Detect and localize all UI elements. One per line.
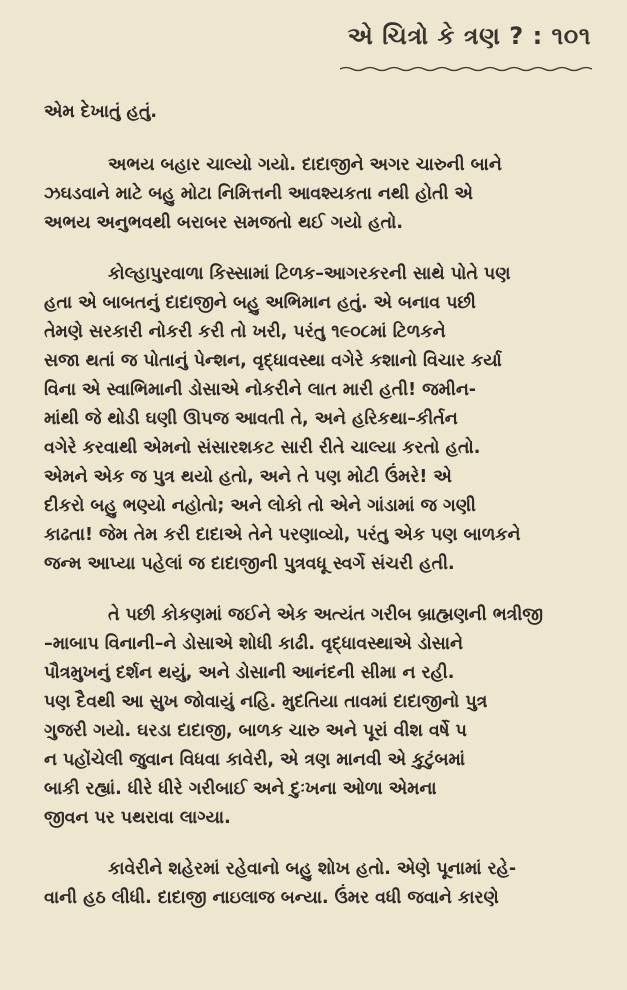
text-line: વાની હઠ લીધી. દાદાજી નાઇલાજ બન્યા. ઉંમર વધી જવાને કારણે <box>44 888 499 908</box>
paragraph <box>44 601 604 833</box>
text-line: કાવેરીને શહેરમાં રહેવાનો બહુ શોખ હતો. એણે પૂનામાં રહે- <box>108 859 517 879</box>
text-line: કાઢતા! જેમ તેમ કરી દાદાએ તેને પરણાવ્યો, પરંતુ એક પણ બાળકને <box>44 525 521 545</box>
text-line: બાકી રહ્યાં. ધીરે ધીરે ગરીબાઈ અને દુઃખના ઓળા એમના <box>44 779 437 799</box>
text-line: –માબાપ વિનાની–ને ડોસાએ શોધી કાઢી. વૃદ્ધાવસ્થાએ ડોસાને <box>44 634 463 654</box>
text-line: અભય બહાર ચાલ્યો ગયો. દાદાજીને અગર ચારુની બાને <box>108 155 502 175</box>
body-text <box>44 98 604 935</box>
text-line: દીકરો બહુ ભણ્યો નહોતો; અને લોકો તો એને ગાંડામાં જ ગણી <box>44 496 476 516</box>
text-line: તે પછી કોકણમાં જઈને એક અત્યંત ગરીબ બ્રાહ્મણની ભત્રીજી <box>108 605 543 625</box>
text-line: વિના એ સ્વાભિમાની ડોસાએ નોકરીને લાત મારી હતી! જમીન- <box>44 380 476 400</box>
text-line: તેમણે સરકારી નોકરી કરી તો ખરી, પરંતુ ૧૯૦૮માં ટિળકને <box>44 322 446 342</box>
text-line: એમને એક જ પુત્ર થયો હતો, અને તે પણ મોટી ઉંમરે! એ <box>44 467 452 487</box>
text-line: અભય અનુભવથી બરાબર સમજતો થઈ ગયો હતો. <box>44 213 403 233</box>
text-line: કોલ્હાપુરવાળા કિસ્સામાં ટિળક–આગરકરની સાથે પોતે પણ <box>108 264 511 284</box>
text-line: જન્મ આપ્યા પહેલાં જ દાદાજીની પુત્રવધૂ સ્વર્ગે સંચરી હતી. <box>44 554 455 574</box>
text-line: ઝઘડવાને માટે બહુ મોટા નિમિત્તની આવશ્યકતા નથી હોતી એ <box>44 184 473 204</box>
text-line: માંથી જે થોડી ઘણી ઊપજ આવતી તે, અને હરિકથા–કીર્તન <box>44 409 458 429</box>
text-line: એમ દેખાતું હતું. <box>44 102 158 122</box>
text-line: પૌત્રમુખનું દર્શન થયું, અને ડોસાની આનંદની સીમા ન રહી. <box>44 663 455 683</box>
text-line: સજા થતાં જ પોતાનું પેન્શન, વૃદ્ધાવસ્થા વગેરે કશાનો વિચાર કર્યા <box>44 351 502 371</box>
text-line: પણ દૈવથી આ સુખ જોવાયું નહિ. મુદતિયા તાવમાં દાદાજીનો પુત્ર <box>44 692 488 712</box>
text-line: ગુજરી ગયો. ઘરડા દાદાજી, બાળક ચારુ અને પૂરાં વીશ વર્ષે પ <box>44 721 467 741</box>
text-line: હતા એ બાબતનું દાદાજીને બહુ અભિમાન હતું. એ બનાવ પછી <box>44 293 476 313</box>
paragraph <box>44 855 604 913</box>
paragraph <box>44 98 604 127</box>
text-line: જીવન પર પથરાવા લાગ્યા. <box>44 808 231 828</box>
paragraph <box>44 260 604 579</box>
text-line: વગેરે કરવાથી એમનો સંસારશકટ સારી રીતે ચાલ્યા કરતો હતો. <box>44 438 481 458</box>
header-underline <box>340 66 592 72</box>
text-line: ન પહોંચેલી જુવાન વિધવા કાવેરી, એ ત્રણ માનવી એ કુટુંબમાં <box>44 750 465 770</box>
paragraph <box>44 151 604 238</box>
page-header: એ ચિત્રો કે ત્રણ ? : ૧૦૧ <box>347 22 591 50</box>
